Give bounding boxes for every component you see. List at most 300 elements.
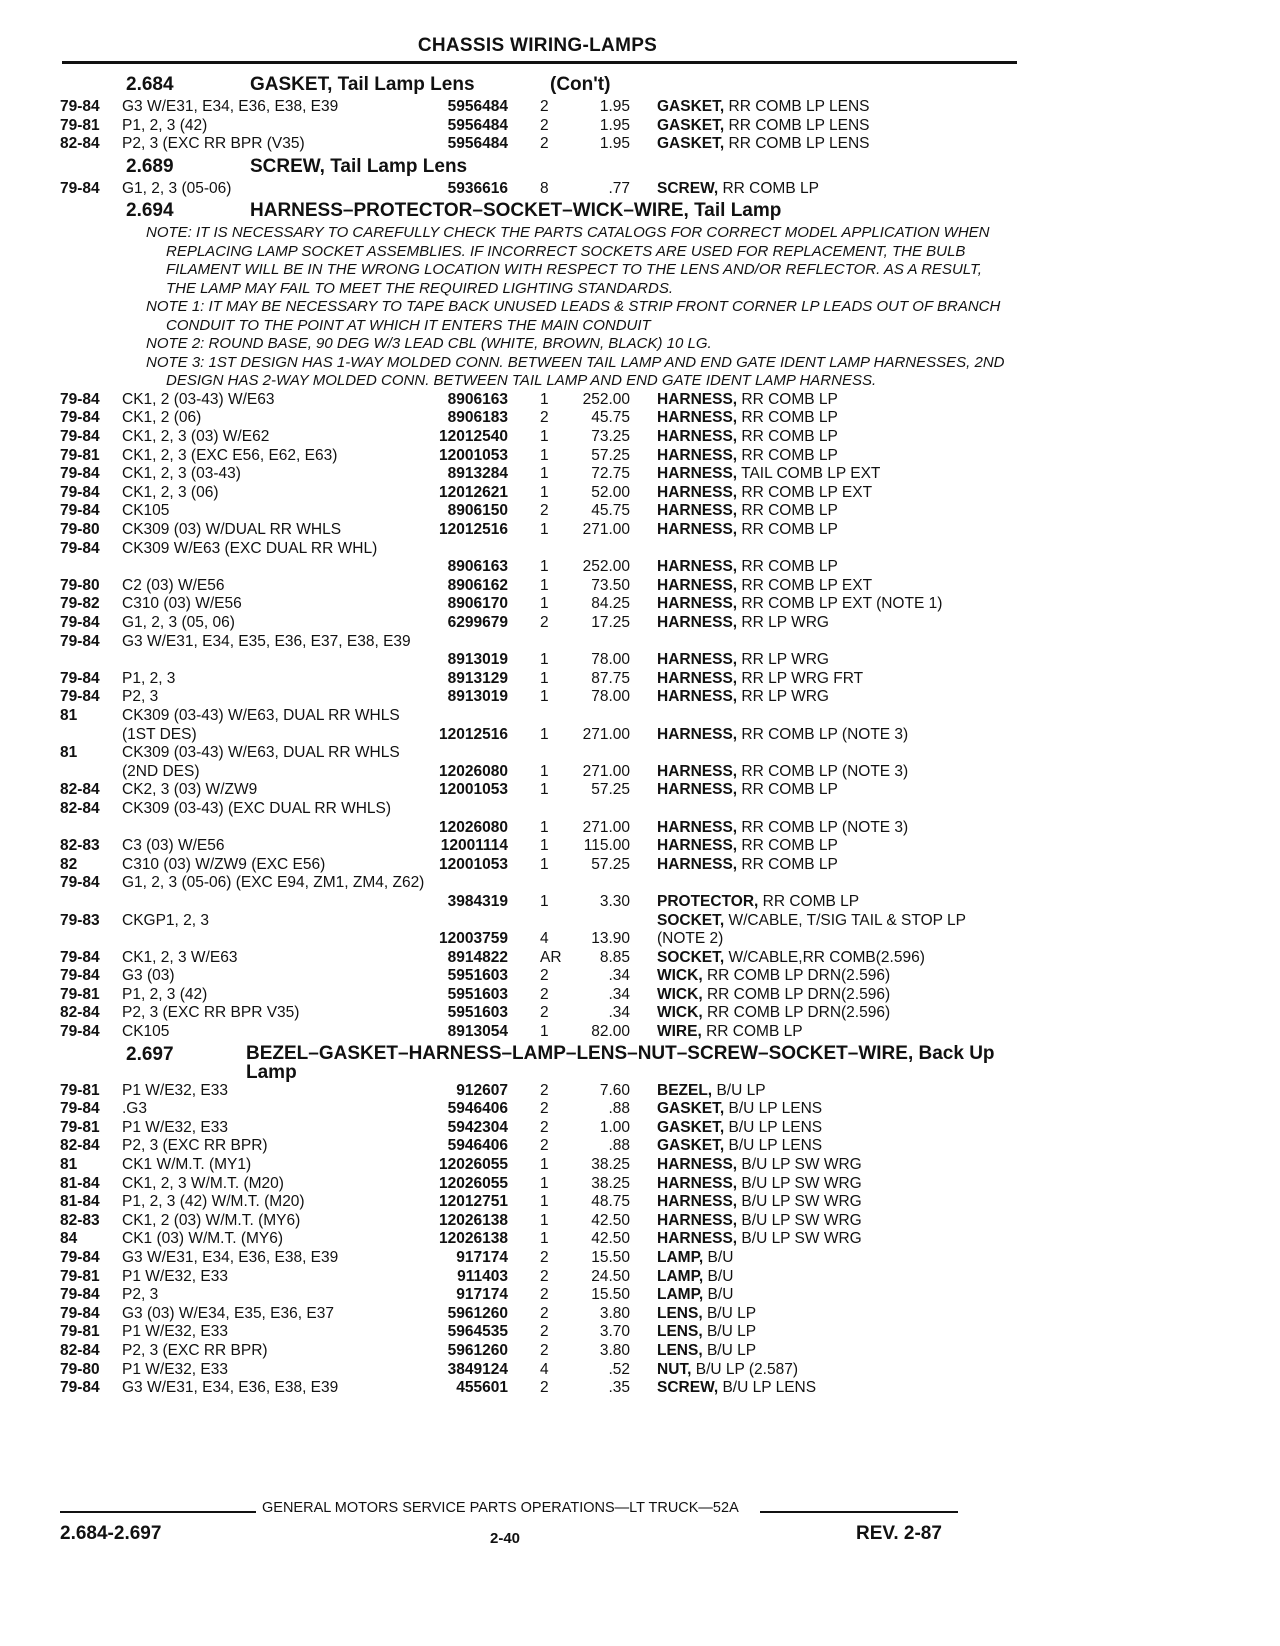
part-number: 5946406 <box>447 1137 508 1155</box>
table-row <box>60 577 1020 596</box>
price: 57.25 <box>591 855 630 873</box>
section-continued: (Con't) <box>550 74 611 95</box>
part-name-rest: RR COMB LP <box>741 558 838 576</box>
part-name-bold: GASKET, <box>657 1118 725 1136</box>
part-name <box>657 1119 1012 1138</box>
price: 52.00 <box>591 483 630 501</box>
model-years: 79-84 <box>60 669 100 687</box>
part-name-bold: LENS, <box>657 1304 703 1322</box>
part-name <box>657 912 1012 949</box>
price: 15.50 <box>591 1249 630 1266</box>
part-name <box>657 763 1012 782</box>
part-name <box>657 1004 1012 1023</box>
model-years: 79-84 <box>60 179 100 197</box>
part-name-rest: RR COMB LP <box>741 446 838 464</box>
page-title: CHASSIS WIRING-LAMPS <box>417 35 658 56</box>
part-name-rest: RR COMB LP (NOTE 3) <box>741 762 909 780</box>
part-name-rest: B/U LP <box>706 1341 757 1359</box>
model-description: CK1, 2, 3 W/E63 <box>122 948 238 966</box>
quantity: 1 <box>540 669 549 687</box>
price: .88 <box>608 1137 630 1155</box>
part-name-bold: SOCKET, <box>657 948 725 966</box>
part-name-bold: HARNESS, <box>657 558 738 576</box>
price: 38.25 <box>591 1156 630 1174</box>
part-number: 12026138 <box>439 1211 508 1229</box>
quantity: 2 <box>540 967 549 985</box>
model-description: P1 W/E32, E33 <box>122 1267 228 1285</box>
section-note: NOTE: IT IS NECESSARY TO CAREFULLY CHECK THE PARTS CATALOGS FOR CORRECT MODEL APPLICATION WHEN REPLACING LAMP SOCKET ASSEMBLIES. IF INCORRECT SOCKETS ARE USED FOR REPLACEMENT, THE BULB FILAMENT WILL BE IN THE WRONG LOCATION WITH RESPECT TO THE LENS AND/OR REFLECTOR. AS A RESULT, THE LAMP MAY FAIL TO MEET THE REQUIRED LIGHTING STANDARDS. <box>146 224 990 297</box>
part-name-bold: HARNESS, <box>657 725 738 743</box>
part-number: 5951603 <box>447 1004 508 1022</box>
model-years: 82-84 <box>60 1137 100 1155</box>
part-name-rest: B/U LP SW WRG <box>741 1174 862 1192</box>
part-number: 5956484 <box>447 135 508 153</box>
model-description: P1, 2, 3 (42) <box>122 116 208 134</box>
price: 271.00 <box>582 818 630 836</box>
part-name <box>657 521 1012 540</box>
quantity: 2 <box>540 1004 549 1022</box>
part-name-bold: HARNESS, <box>657 1211 738 1229</box>
part-name-bold: BEZEL, <box>657 1081 713 1099</box>
part-number: 12001053 <box>439 781 508 799</box>
part-name-bold: HARNESS, <box>657 651 738 669</box>
quantity: 2 <box>540 502 549 520</box>
table-row <box>60 744 1020 781</box>
part-number: 12026055 <box>439 1156 508 1174</box>
part-name-rest: RR COMB LP DRN(2.596) <box>706 967 891 985</box>
model-years: 79-84 <box>60 948 100 966</box>
catalog-section <box>60 198 1020 1041</box>
quantity: 1 <box>540 465 549 483</box>
model-years: 81-84 <box>60 1174 100 1192</box>
part-name-rest: RR COMB LP <box>741 409 838 427</box>
quantity: 2 <box>540 1286 549 1304</box>
part-name-bold: WIRE, <box>657 1023 702 1041</box>
quantity: 1 <box>540 558 549 576</box>
price: .35 <box>608 1379 630 1397</box>
table-row <box>60 670 1020 689</box>
part-name <box>657 856 1012 875</box>
table-row <box>60 1156 1020 1175</box>
model-years: 79-84 <box>60 465 100 483</box>
part-name-rest: RR LP WRG <box>741 614 829 631</box>
model-years: 79-84 <box>60 1249 100 1266</box>
part-name-rest: RR LP WRG <box>741 651 829 669</box>
model-description: CK105 <box>122 502 170 520</box>
price: 57.25 <box>591 781 630 799</box>
section-title: BEZEL–GASKET–HARNESS–LAMP–LENS–NUT–SCREW–SOCKET–WIRE, Back Up Lamp <box>246 1042 995 1083</box>
price: .88 <box>608 1100 630 1118</box>
part-number: 8913129 <box>447 669 508 687</box>
price: .52 <box>608 1360 630 1378</box>
part-number: 3984319 <box>447 892 508 910</box>
quantity: 2 <box>540 1081 549 1099</box>
part-name-rest: TAIL COMB LP EXT <box>741 465 881 483</box>
table-row <box>60 1342 1020 1361</box>
model-description: P2, 3 (EXC RR BPR) <box>122 1341 268 1359</box>
quantity: 1 <box>540 1156 549 1174</box>
section-number: 2.684 <box>126 74 174 95</box>
model-description: CK1, 2, 3 (03-43) <box>122 465 241 483</box>
part-name <box>657 447 1012 466</box>
price: 57.25 <box>591 446 630 464</box>
part-name-bold: LAMP, <box>657 1286 704 1304</box>
part-name-bold: GASKET, <box>657 1100 725 1118</box>
part-name-bold: HARNESS, <box>657 1193 738 1211</box>
part-number: 8913284 <box>447 465 508 483</box>
part-number: 8913054 <box>447 1023 508 1041</box>
model-years: 79-80 <box>60 521 100 539</box>
quantity: 1 <box>540 1230 549 1248</box>
price: 87.75 <box>591 669 630 687</box>
price: 1.95 <box>599 135 630 153</box>
model-description: P1, 2, 3 <box>122 669 176 687</box>
quantity: 8 <box>540 179 549 197</box>
part-name <box>657 1379 1012 1398</box>
part-name-bold: HARNESS, <box>657 446 738 464</box>
table-row <box>60 1137 1020 1156</box>
part-number: 5961260 <box>447 1304 508 1322</box>
quantity: 1 <box>540 688 549 706</box>
quantity: 2 <box>540 985 549 1003</box>
part-name-rest: RR COMB LP <box>722 179 819 197</box>
model-years: 82-83 <box>60 837 100 855</box>
price: 73.25 <box>591 428 630 446</box>
model-years: 79-84 <box>60 98 100 115</box>
model-years: 82-84 <box>60 1004 100 1022</box>
model-description: CK2, 3 (03) W/ZW9 <box>122 781 258 799</box>
quantity: 2 <box>540 1341 549 1359</box>
price: 82.00 <box>591 1023 630 1041</box>
part-name-rest: RR COMB LP LENS <box>728 116 870 134</box>
price: 84.25 <box>591 595 630 613</box>
quantity: 1 <box>540 1023 549 1041</box>
section-title: SCREW, Tail Lamp Lens <box>250 155 468 177</box>
footer-revision: REV. 2-87 <box>856 1523 942 1544</box>
price: 7.60 <box>599 1081 630 1099</box>
table-row <box>60 707 1020 744</box>
part-name-bold: LENS, <box>657 1323 703 1341</box>
catalog-content <box>60 72 1020 1398</box>
model-years: 79-84 <box>60 409 100 427</box>
part-name-rest: RR COMB LP <box>706 1023 803 1041</box>
table-row <box>60 986 1020 1005</box>
footer-rule-left <box>60 1511 256 1513</box>
part-number: 12012621 <box>439 483 508 501</box>
part-name-rest: B/U LP (2.587) <box>695 1360 799 1378</box>
price: 48.75 <box>591 1193 630 1211</box>
model-description: CK309 (03-43) W/E63, DUAL RR WHLS (2ND DES) <box>122 744 400 780</box>
model-description: C310 (03) W/E56 <box>122 595 242 613</box>
table-row <box>60 391 1020 410</box>
price: 3.80 <box>599 1341 630 1359</box>
price: 3.80 <box>599 1304 630 1322</box>
part-number: 8906162 <box>447 576 508 594</box>
catalog-section <box>60 72 1020 154</box>
part-name-rest: RR COMB LP LENS <box>728 98 870 115</box>
part-name <box>657 781 1012 800</box>
part-name <box>657 1323 1012 1342</box>
part-name-rest: W/CABLE, T/SIG TAIL & STOP LP (NOTE 2) <box>657 911 966 948</box>
price: 271.00 <box>582 762 630 780</box>
price: 1.95 <box>599 116 630 134</box>
part-name-rest: B/U LP LENS <box>728 1137 823 1155</box>
price: 252.00 <box>582 558 630 576</box>
part-name <box>657 614 1012 633</box>
part-name-bold: WICK, <box>657 967 703 985</box>
model-years: 79-81 <box>60 446 100 464</box>
part-name-bold: SCREW, <box>657 1379 719 1397</box>
part-name-rest: RR LP WRG <box>741 688 829 706</box>
part-name-rest: RR COMB LP <box>762 892 860 910</box>
part-name-rest: RR COMB LP <box>741 390 838 408</box>
part-number: 6299679 <box>447 614 508 631</box>
part-name <box>657 949 1012 968</box>
part-name <box>657 837 1012 856</box>
model-description: CK1, 2 (03-43) W/E63 <box>122 390 275 408</box>
part-name-bold: HARNESS, <box>657 762 738 780</box>
quantity: 1 <box>540 446 549 464</box>
part-name-bold: GASKET, <box>657 98 725 115</box>
part-name-bold: HARNESS, <box>657 428 738 446</box>
price: 45.75 <box>591 409 630 427</box>
part-name-bold: HARNESS, <box>657 781 738 799</box>
quantity: 2 <box>540 1379 549 1397</box>
part-name <box>657 1082 1012 1101</box>
part-number: 5956484 <box>447 98 508 115</box>
table-row <box>60 688 1020 707</box>
price: 271.00 <box>582 725 630 743</box>
table-row <box>60 409 1020 428</box>
part-name <box>657 98 1012 117</box>
model-description: CK1, 2 (03) W/M.T. (MY6) <box>122 1211 301 1229</box>
part-name <box>657 428 1012 447</box>
model-years: 79-84 <box>60 632 100 650</box>
model-years: 79-84 <box>60 428 100 446</box>
model-description: CK105 <box>122 1023 170 1041</box>
quantity: 1 <box>540 576 549 594</box>
model-years: 79-84 <box>60 1100 100 1118</box>
part-name <box>657 1342 1012 1361</box>
footer-rule-right <box>760 1511 958 1513</box>
model-description: G3 W/E31, E34, E36, E38, E39 <box>122 98 339 115</box>
price: 72.75 <box>591 465 630 483</box>
table-row <box>60 595 1020 614</box>
table-row <box>60 1193 1020 1212</box>
part-name-rest: B/U LP LENS <box>728 1118 823 1136</box>
table-row <box>60 856 1020 875</box>
part-number: 5956484 <box>447 116 508 134</box>
model-years: 79-84 <box>60 967 100 985</box>
table-row <box>60 1268 1020 1287</box>
part-number: 8913019 <box>447 688 508 706</box>
table-row <box>60 465 1020 484</box>
table-row <box>60 781 1020 800</box>
part-number: 8906163 <box>447 558 508 576</box>
quantity: 2 <box>540 409 549 427</box>
part-name <box>657 1137 1012 1156</box>
table-row <box>60 949 1020 968</box>
part-number: 12001053 <box>439 446 508 464</box>
model-years: 82-84 <box>60 799 100 817</box>
model-description: CK1, 2, 3 (06) <box>122 483 219 501</box>
section-title: GASKET, Tail Lamp Lens <box>250 74 475 95</box>
model-description: P1 W/E32, E33 <box>122 1118 228 1136</box>
price: .34 <box>608 1004 630 1022</box>
section-heading <box>60 1042 1020 1082</box>
part-number: 8914822 <box>447 948 508 966</box>
part-name-rest: RR COMB LP DRN(2.596) <box>706 1004 891 1022</box>
table-row <box>60 98 1020 117</box>
quantity: 2 <box>540 1304 549 1322</box>
quantity: 1 <box>540 1193 549 1211</box>
model-years: 79-84 <box>60 1023 100 1041</box>
quantity: 1 <box>540 781 549 799</box>
quantity: 1 <box>540 483 549 501</box>
price: 115.00 <box>583 837 630 855</box>
part-name <box>657 1230 1012 1249</box>
table-row <box>60 912 1020 949</box>
part-name-bold: NUT, <box>657 1360 692 1378</box>
part-name <box>657 502 1012 521</box>
model-description: P1, 2, 3 (42) <box>122 985 208 1003</box>
model-years: 79-84 <box>60 483 100 501</box>
quantity: 1 <box>540 762 549 780</box>
part-name-bold: LAMP, <box>657 1267 704 1285</box>
part-name-bold: GASKET, <box>657 116 725 134</box>
part-number: 8906170 <box>447 595 508 613</box>
part-number: 12026080 <box>439 762 508 780</box>
price: 42.50 <box>591 1211 630 1229</box>
quantity: 2 <box>540 1137 549 1155</box>
price: 271.00 <box>582 521 630 539</box>
model-years: 82-83 <box>60 1211 100 1229</box>
price: 252.00 <box>582 390 630 408</box>
quantity: AR <box>540 948 562 966</box>
table-row <box>60 1023 1020 1042</box>
part-name-bold: GASKET, <box>657 135 725 153</box>
quantity: 1 <box>540 521 549 539</box>
model-description: CK309 W/E63 (EXC DUAL RR WHL) <box>122 539 378 557</box>
part-name-bold: HARNESS, <box>657 837 738 855</box>
part-name-rest: B/U <box>707 1267 734 1285</box>
part-number: 12026080 <box>439 818 508 836</box>
model-description: P2, 3 (EXC RR BPR) <box>122 1137 268 1155</box>
part-name-rest: B/U LP <box>706 1323 757 1341</box>
price: 3.30 <box>599 892 630 910</box>
part-name <box>657 967 1012 986</box>
part-name <box>657 986 1012 1005</box>
model-years: 79-84 <box>60 614 100 631</box>
price: .34 <box>608 985 630 1003</box>
table-row <box>60 502 1020 521</box>
model-years: 79-84 <box>60 1286 100 1304</box>
part-name-bold: HARNESS, <box>657 614 738 631</box>
model-years: 81 <box>60 1156 78 1174</box>
model-description: G3 (03) W/E34, E35, E36, E37 <box>122 1304 334 1322</box>
price: 38.25 <box>591 1174 630 1192</box>
table-row <box>60 540 1020 577</box>
price: 45.75 <box>591 502 630 520</box>
quantity: 1 <box>540 595 549 613</box>
part-name <box>657 651 1012 670</box>
part-name-rest: B/U LP SW WRG <box>741 1156 862 1174</box>
quantity: 1 <box>540 390 549 408</box>
quantity: 2 <box>540 1100 549 1118</box>
model-years: 79-81 <box>60 1323 100 1341</box>
table-row <box>60 180 1020 199</box>
table-row <box>60 800 1020 837</box>
part-number: 12001114 <box>440 837 508 855</box>
table-row <box>60 1230 1020 1249</box>
part-name-bold: HARNESS, <box>657 390 738 408</box>
model-description: CK1 W/M.T. (MY1) <box>122 1156 252 1174</box>
model-description: C2 (03) W/E56 <box>122 576 225 594</box>
part-number: 8906150 <box>447 502 508 520</box>
part-name-bold: HARNESS, <box>657 669 738 687</box>
part-name <box>657 1156 1012 1175</box>
model-description: CK1, 2 (06) <box>122 409 202 427</box>
table-row <box>60 1286 1020 1305</box>
part-name-bold: HARNESS, <box>657 1230 738 1248</box>
part-name <box>657 180 1012 199</box>
part-name-bold: GASKET, <box>657 1137 725 1155</box>
model-years: 79-84 <box>60 1304 100 1322</box>
part-name-rest: RR COMB LP EXT <box>741 483 873 501</box>
part-name-rest: RR COMB LP <box>741 855 838 873</box>
part-name <box>657 484 1012 503</box>
part-name-bold: HARNESS, <box>657 1174 738 1192</box>
quantity: 1 <box>540 725 549 743</box>
footer-page-number: 2-40 <box>490 1530 521 1547</box>
part-name <box>657 1023 1012 1042</box>
part-name-rest: RR COMB LP LENS <box>728 135 870 153</box>
model-description: CK1, 2, 3 (EXC E56, E62, E63) <box>122 446 338 464</box>
section-heading <box>60 72 1020 98</box>
part-name-bold: HARNESS, <box>657 521 738 539</box>
quantity: 2 <box>540 614 549 631</box>
model-description: P1 W/E32, E33 <box>122 1323 228 1341</box>
part-name-rest: RR COMB LP (NOTE 3) <box>741 725 909 743</box>
part-number: 917174 <box>456 1286 508 1304</box>
model-description: CK1 (03) W/M.T. (MY6) <box>122 1230 284 1248</box>
table-row <box>60 967 1020 986</box>
part-name-rest: RR COMB LP EXT (NOTE 1) <box>741 595 943 613</box>
price: 8.85 <box>599 948 630 966</box>
part-name-rest: B/U LP LENS <box>722 1379 817 1397</box>
part-name <box>657 1193 1012 1212</box>
model-description: .G3 <box>122 1100 147 1118</box>
part-name <box>657 409 1012 428</box>
part-name <box>657 688 1012 707</box>
header-rule <box>62 61 1017 64</box>
model-years: 79-84 <box>60 874 100 892</box>
part-number: 5961260 <box>447 1341 508 1359</box>
part-number: 5936616 <box>447 179 508 197</box>
table-row <box>60 874 1020 911</box>
part-name-bold: SCREW, <box>657 179 719 197</box>
part-name-bold: LAMP, <box>657 1249 704 1266</box>
part-name <box>657 465 1012 484</box>
part-number: 12012516 <box>439 725 508 743</box>
model-years: 79-81 <box>60 985 100 1003</box>
part-number: 8906183 <box>447 409 508 427</box>
model-years: 79-82 <box>60 595 100 613</box>
model-description: CK309 (03) W/DUAL RR WHLS <box>122 521 342 539</box>
part-name-rest: RR COMB LP <box>741 521 838 539</box>
model-years: 79-81 <box>60 1081 100 1099</box>
model-description: CKGP1, 2, 3 <box>122 911 210 929</box>
